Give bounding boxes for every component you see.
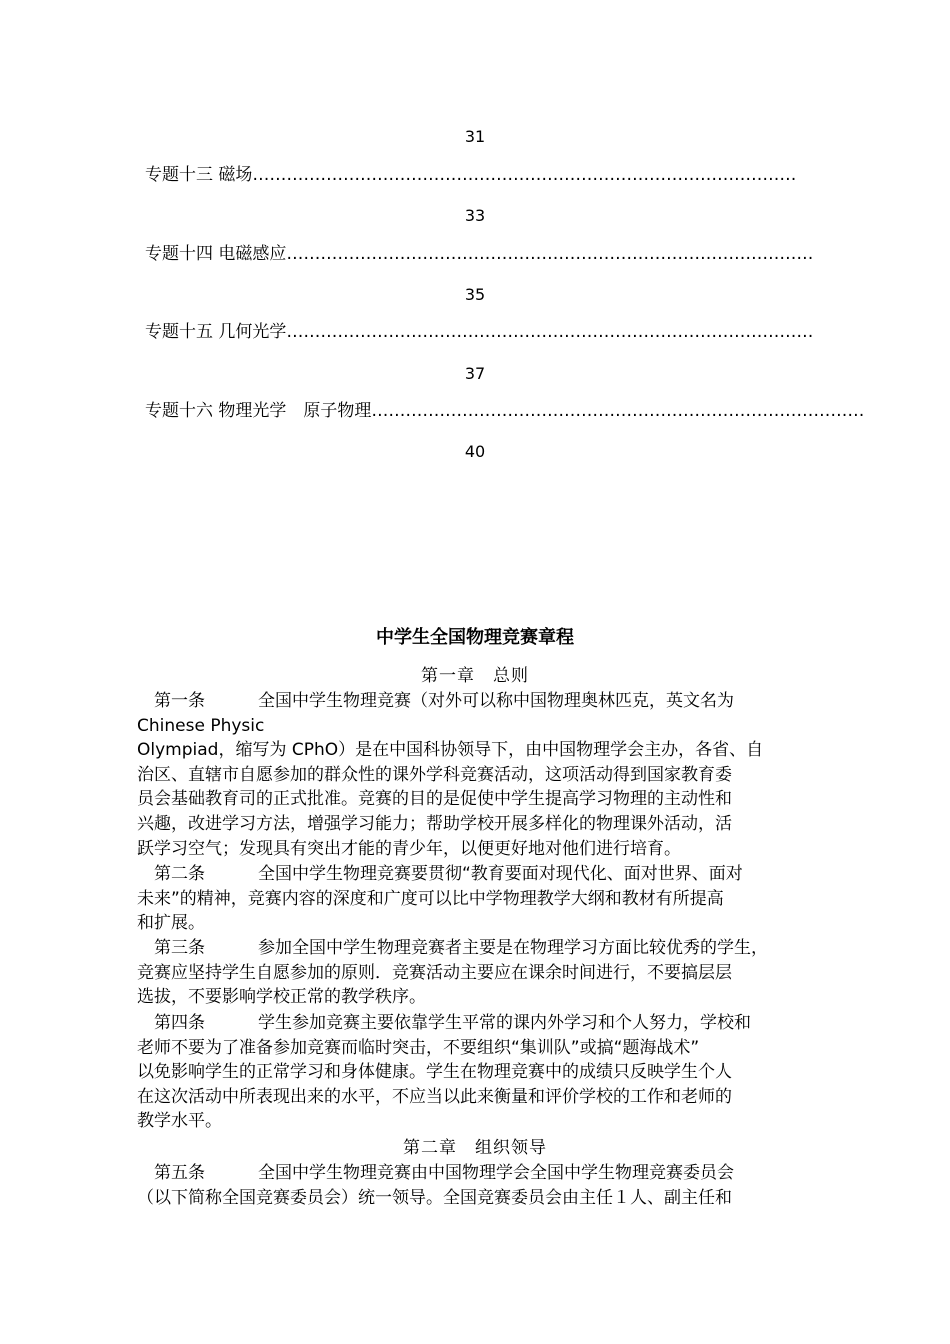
toc-page-number: 37 <box>464 364 486 383</box>
article-line: 选拔，不要影响学校正常的教学秩序。 <box>137 987 426 1008</box>
toc-entry-title: 专题十四 电磁感应 <box>145 244 287 264</box>
article-number: 第三条 <box>154 938 205 958</box>
article-line: 治区、直辖市自愿参加的群众性的课外学科竞赛活动，这项活动得到国家教育委 <box>137 764 732 785</box>
article-line: 在这次活动中所表现出来的水平，不应当以此来衡量和评价学校的工作和老师的 <box>137 1086 732 1107</box>
article-line: 第五条 全国中学生物理竞赛由中国物理学会全国中学生物理竞赛委员会 <box>137 1161 817 1186</box>
chapter-heading: 第一章 总则 <box>421 666 529 686</box>
article-number: 第五条 <box>154 1163 205 1183</box>
toc-entry[interactable] <box>145 320 814 344</box>
toc-entry[interactable] <box>145 399 865 423</box>
article-line: 和扩展。 <box>137 913 205 934</box>
toc-page-number: 33 <box>464 206 486 225</box>
toc-leader-dots: ………………………………………………………………………………… <box>286 244 814 264</box>
toc-leader-dots: …………………………………………………………………………………… <box>252 165 797 185</box>
article-line: 兴趣，改进学习方法，增强学习能力；帮助学校开展多样化的物理课外活动，活 <box>137 813 732 834</box>
document-title: 中学生全国物理竞赛章程 <box>376 627 574 648</box>
article-5 <box>137 1161 817 1210</box>
toc-leader-dots: ………………………………………………………………………………… <box>286 322 814 342</box>
article-line: 第三条 参加全国中学生物理竞赛者主要是在物理学习方面比较优秀的学生， <box>137 936 817 961</box>
article-number: 第一条 <box>154 691 205 711</box>
toc-entry-title: 专题十三 磁场 <box>145 165 253 185</box>
toc-leader-dots: …………………………………………………………………………… <box>371 401 865 421</box>
article-line: Chinese Physic <box>137 715 265 736</box>
article-1 <box>137 689 817 861</box>
toc-page-number: 31 <box>464 127 486 146</box>
article-2 <box>137 862 817 936</box>
toc-entry[interactable] <box>145 163 810 187</box>
article-line: 老师不要为了准备参加竞赛而临时突击，不要组织“集训队”或搞“题海战术” <box>137 1037 700 1058</box>
article-4 <box>137 1011 817 1134</box>
toc-entry[interactable] <box>145 242 814 266</box>
article-line: 第二条 全国中学生物理竞赛要贯彻“教育要面对现代化、面对世界、面对 <box>137 862 817 887</box>
toc-entry-title: 专题十五 几何光学 <box>145 322 287 342</box>
article-line: 员会基础教育司的正式批准。竞赛的目的是促使中学生提高学习物理的主动性和 <box>137 789 732 810</box>
article-line: 跃学习空气；发现具有突出才能的青少年，以便更好地对他们进行培育。 <box>137 838 681 859</box>
article-number: 第二条 <box>154 864 205 884</box>
article-line: Olympiad，缩写为 CPhO）是在中国科协领导下，由中国物理学会主办，各省、自 <box>137 740 764 761</box>
article-line: 第一条 全国中学生物理竞赛（对外可以称中国物理奥林匹克，英文名为 <box>137 689 817 714</box>
article-number: 第四条 <box>154 1013 205 1033</box>
toc-entry-title: 专题十六 物理光学 原子物理 <box>145 401 372 421</box>
article-line: 教学水平。 <box>137 1111 222 1132</box>
toc-page-number: 35 <box>464 285 486 304</box>
chapter-heading: 第二章 组织领导 <box>403 1138 547 1158</box>
toc-page-number: 40 <box>464 442 486 461</box>
article-line: 第四条 学生参加竞赛主要依靠学生平常的课内外学习和个人努力，学校和 <box>137 1011 817 1036</box>
article-3 <box>137 936 817 1010</box>
article-line: 竞赛应坚持学生自愿参加的原则．竞赛活动主要应在课余时间进行，不要搞层层 <box>137 962 732 983</box>
article-line: 以免影响学生的正常学习和身体健康。学生在物理竞赛中的成绩只反映学生个人 <box>137 1062 732 1083</box>
article-line: （以下简称全国竞赛委员会）统一领导。全国竞赛委员会由主任１人、副主任和 <box>137 1187 732 1208</box>
article-line: 未来”的精神，竞赛内容的深度和广度可以比中学物理教学大纲和教材有所提高 <box>137 888 724 909</box>
